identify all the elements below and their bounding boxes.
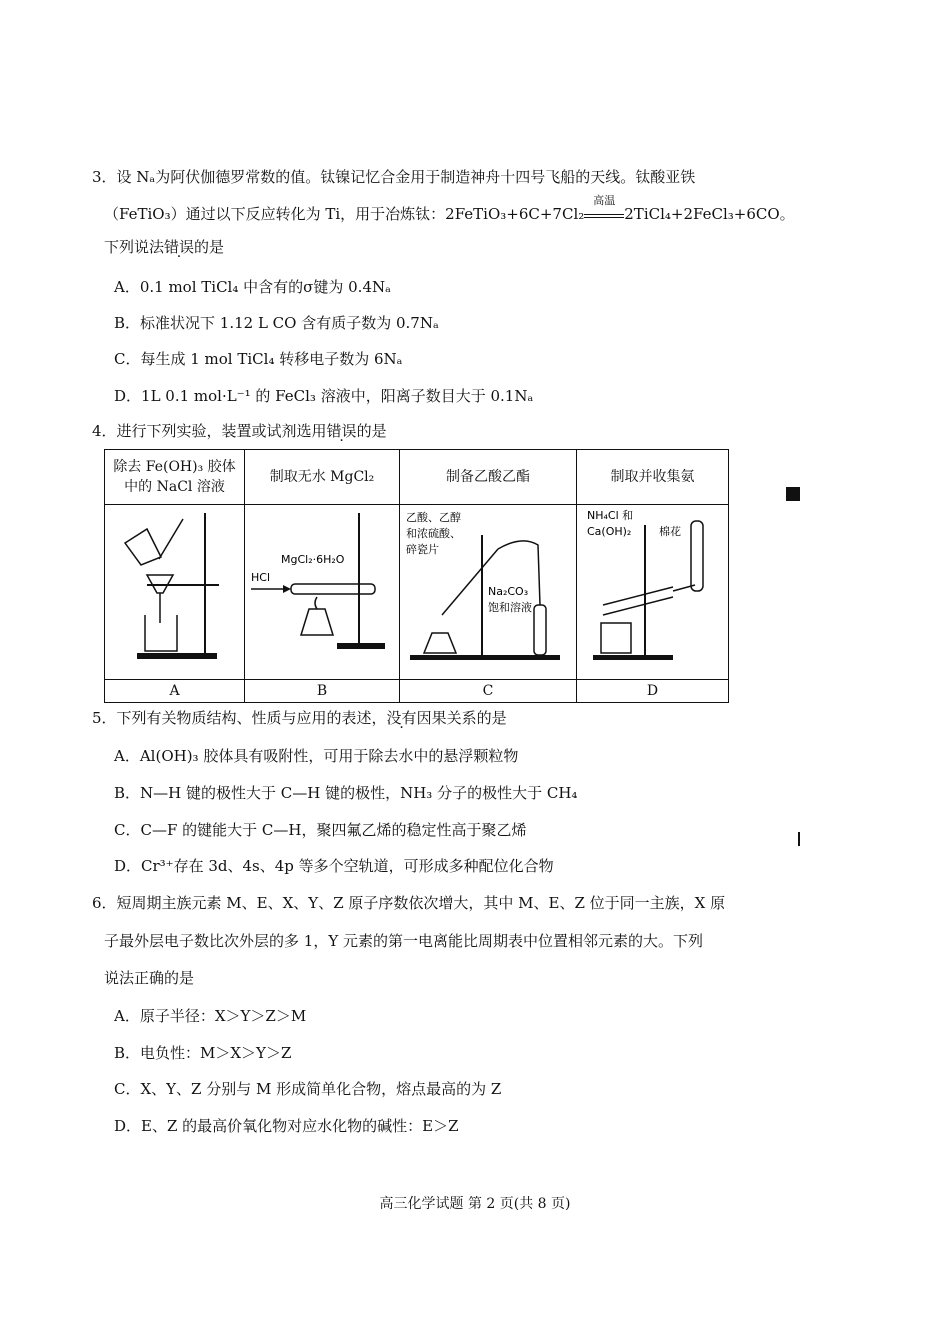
q3-stem-text: 下列说法 [104, 238, 165, 256]
q4-figure-b [245, 505, 400, 680]
q5-stem [92, 707, 507, 728]
page-footer: 高三化学试题 第 2 页(共 8 页) [379, 1196, 571, 1212]
q4-figure-c [400, 505, 577, 680]
q4-label-c: C [400, 680, 577, 703]
fig-c-reagent-line3: 碎瓷片 [406, 543, 439, 556]
fig-c-receiver-line1: Na₂CO₃ [488, 585, 529, 598]
q3-reaction-products: 2TiCl₄+2FeCl₃+6CO。 [624, 205, 795, 223]
q4-header-a: 除去 Fe(OH)₃ 胶体 中的 NaCl 溶液 [105, 450, 245, 505]
q6-option-d: D．E、Z 的最高价氧化物对应水化物的碱性：E＞Z [114, 1117, 459, 1135]
q6-option-c: C．X、Y、Z 分别与 M 形成简单化合物，熔点最高的为 Z [114, 1080, 502, 1098]
q4-stem-text-end: 的是 [356, 422, 387, 440]
q6-option-b: B．电负性：M＞X＞Y＞Z [114, 1044, 292, 1062]
q3-stem-emphasis: 错误 [164, 238, 195, 256]
q4-label-d: D [577, 680, 729, 703]
q3-option-c: C．每生成 1 mol TiCl₄ 转移电子数为 6Nₐ [114, 350, 403, 368]
fig-d-reagent-line2: Ca(OH)₂ [586, 525, 631, 538]
q4-label-a: A [105, 680, 245, 703]
q4-label-b: B [245, 680, 400, 703]
q4-stem-text: 4．进行下列实验，装置或试剂选用 [92, 422, 327, 440]
q4-stem [92, 420, 387, 441]
fig-b-reagent-label: MgCl₂·6H₂O [281, 553, 345, 566]
q5-option-c: C．C—F 的键能大于 C—H，聚四氟乙烯的稳定性高于聚乙烯 [114, 821, 527, 839]
q4-apparatus-table [104, 449, 729, 703]
q3-option-a: A．0.1 mol TiCl₄ 中含有的σ键为 0.4Nₐ [114, 278, 391, 296]
q5-stem-text: 5．下列有关物质结构、性质与应用的表述， [92, 709, 387, 727]
q4-header-b: 制取无水 MgCl₂ [245, 450, 400, 505]
q5-option-d: D．Cr³⁺存在 3d、4s、4p 等多个空轨道，可形成多种配位化合物 [114, 857, 554, 875]
q4-header-c: 制备乙酸乙酯 [400, 450, 577, 505]
q5-stem-emphasis: 没有 [386, 709, 417, 727]
mgcl2-heating-figure [247, 505, 397, 675]
fig-c-reagent-line2: 和浓硫酸、 [406, 527, 461, 540]
q3-stem-text-end: 的是 [194, 238, 225, 256]
q5-option-b: B．N—H 键的极性大于 C—H 键的极性，NH₃ 分子的极性大于 CH₄ [114, 784, 578, 802]
fig-c-reagent-line1: 乙酸、乙醇 [406, 511, 461, 524]
q6-stem-line3: 说法正确的是 [104, 969, 195, 987]
q4-figure-a [105, 505, 245, 680]
q6-stem-line1: 6．短周期主族元素 M、E、X、Y、Z 原子序数依次增大，其中 M、E、Z 位于同一主族，X 原 [92, 894, 726, 912]
q3-stem-line2 [104, 194, 795, 224]
filtration-apparatus-figure [107, 505, 243, 675]
scan-mark-bar [798, 832, 800, 846]
scan-mark-square [786, 487, 800, 501]
q3-reaction-prefix: （FeTiO₃）通过以下反应转化为 Ti，用于冶炼钛：2FeTiO₃+6C+7Cl₂ [104, 205, 585, 223]
ester-prep-figure [402, 505, 574, 675]
q4-stem-emphasis: 错误 [326, 422, 357, 440]
q3-stem-line1: 3．设 Nₐ为阿伏伽德罗常数的值。钛镍记忆合金用于制造神舟十四号飞船的天线。钛酸亚铁 [92, 168, 696, 186]
q4-figure-d [577, 505, 729, 680]
q5-option-a: A．Al(OH)₃ 胶体具有吸附性，可用于除去水中的悬浮颗粒物 [114, 747, 519, 765]
fig-d-plug-label: 棉花 [658, 525, 681, 538]
q3-option-b: B．标准状况下 1.12 L CO 含有质子数为 0.7Nₐ [114, 314, 439, 332]
q6-option-a: A．原子半径：X＞Y＞Z＞M [114, 1007, 307, 1025]
q3-stem-line3 [104, 236, 224, 257]
fig-d-reagent-line1: NH₄Cl 和 [586, 509, 633, 522]
fig-b-gas-label: HCl [251, 571, 271, 584]
q4-header-d: 制取并收集氨 [577, 450, 729, 505]
q5-stem-text-end: 因果关系的是 [416, 709, 507, 727]
fig-c-receiver-line2: 饱和溶液 [488, 601, 532, 614]
q3-option-d: D．1L 0.1 mol·L⁻¹ 的 FeCl₃ 溶液中，阳离子数目大于 0.1Nₐ [114, 387, 534, 405]
ammonia-prep-figure [579, 505, 727, 675]
q3-reaction-condition: 高温 [593, 194, 616, 207]
q6-stem-line2: 子最外层电子数比次外层的多 1，Y 元素的第一电离能比周期表中位置相邻元素的大。下列 [104, 932, 703, 950]
q3-reaction-arrow [584, 194, 624, 224]
